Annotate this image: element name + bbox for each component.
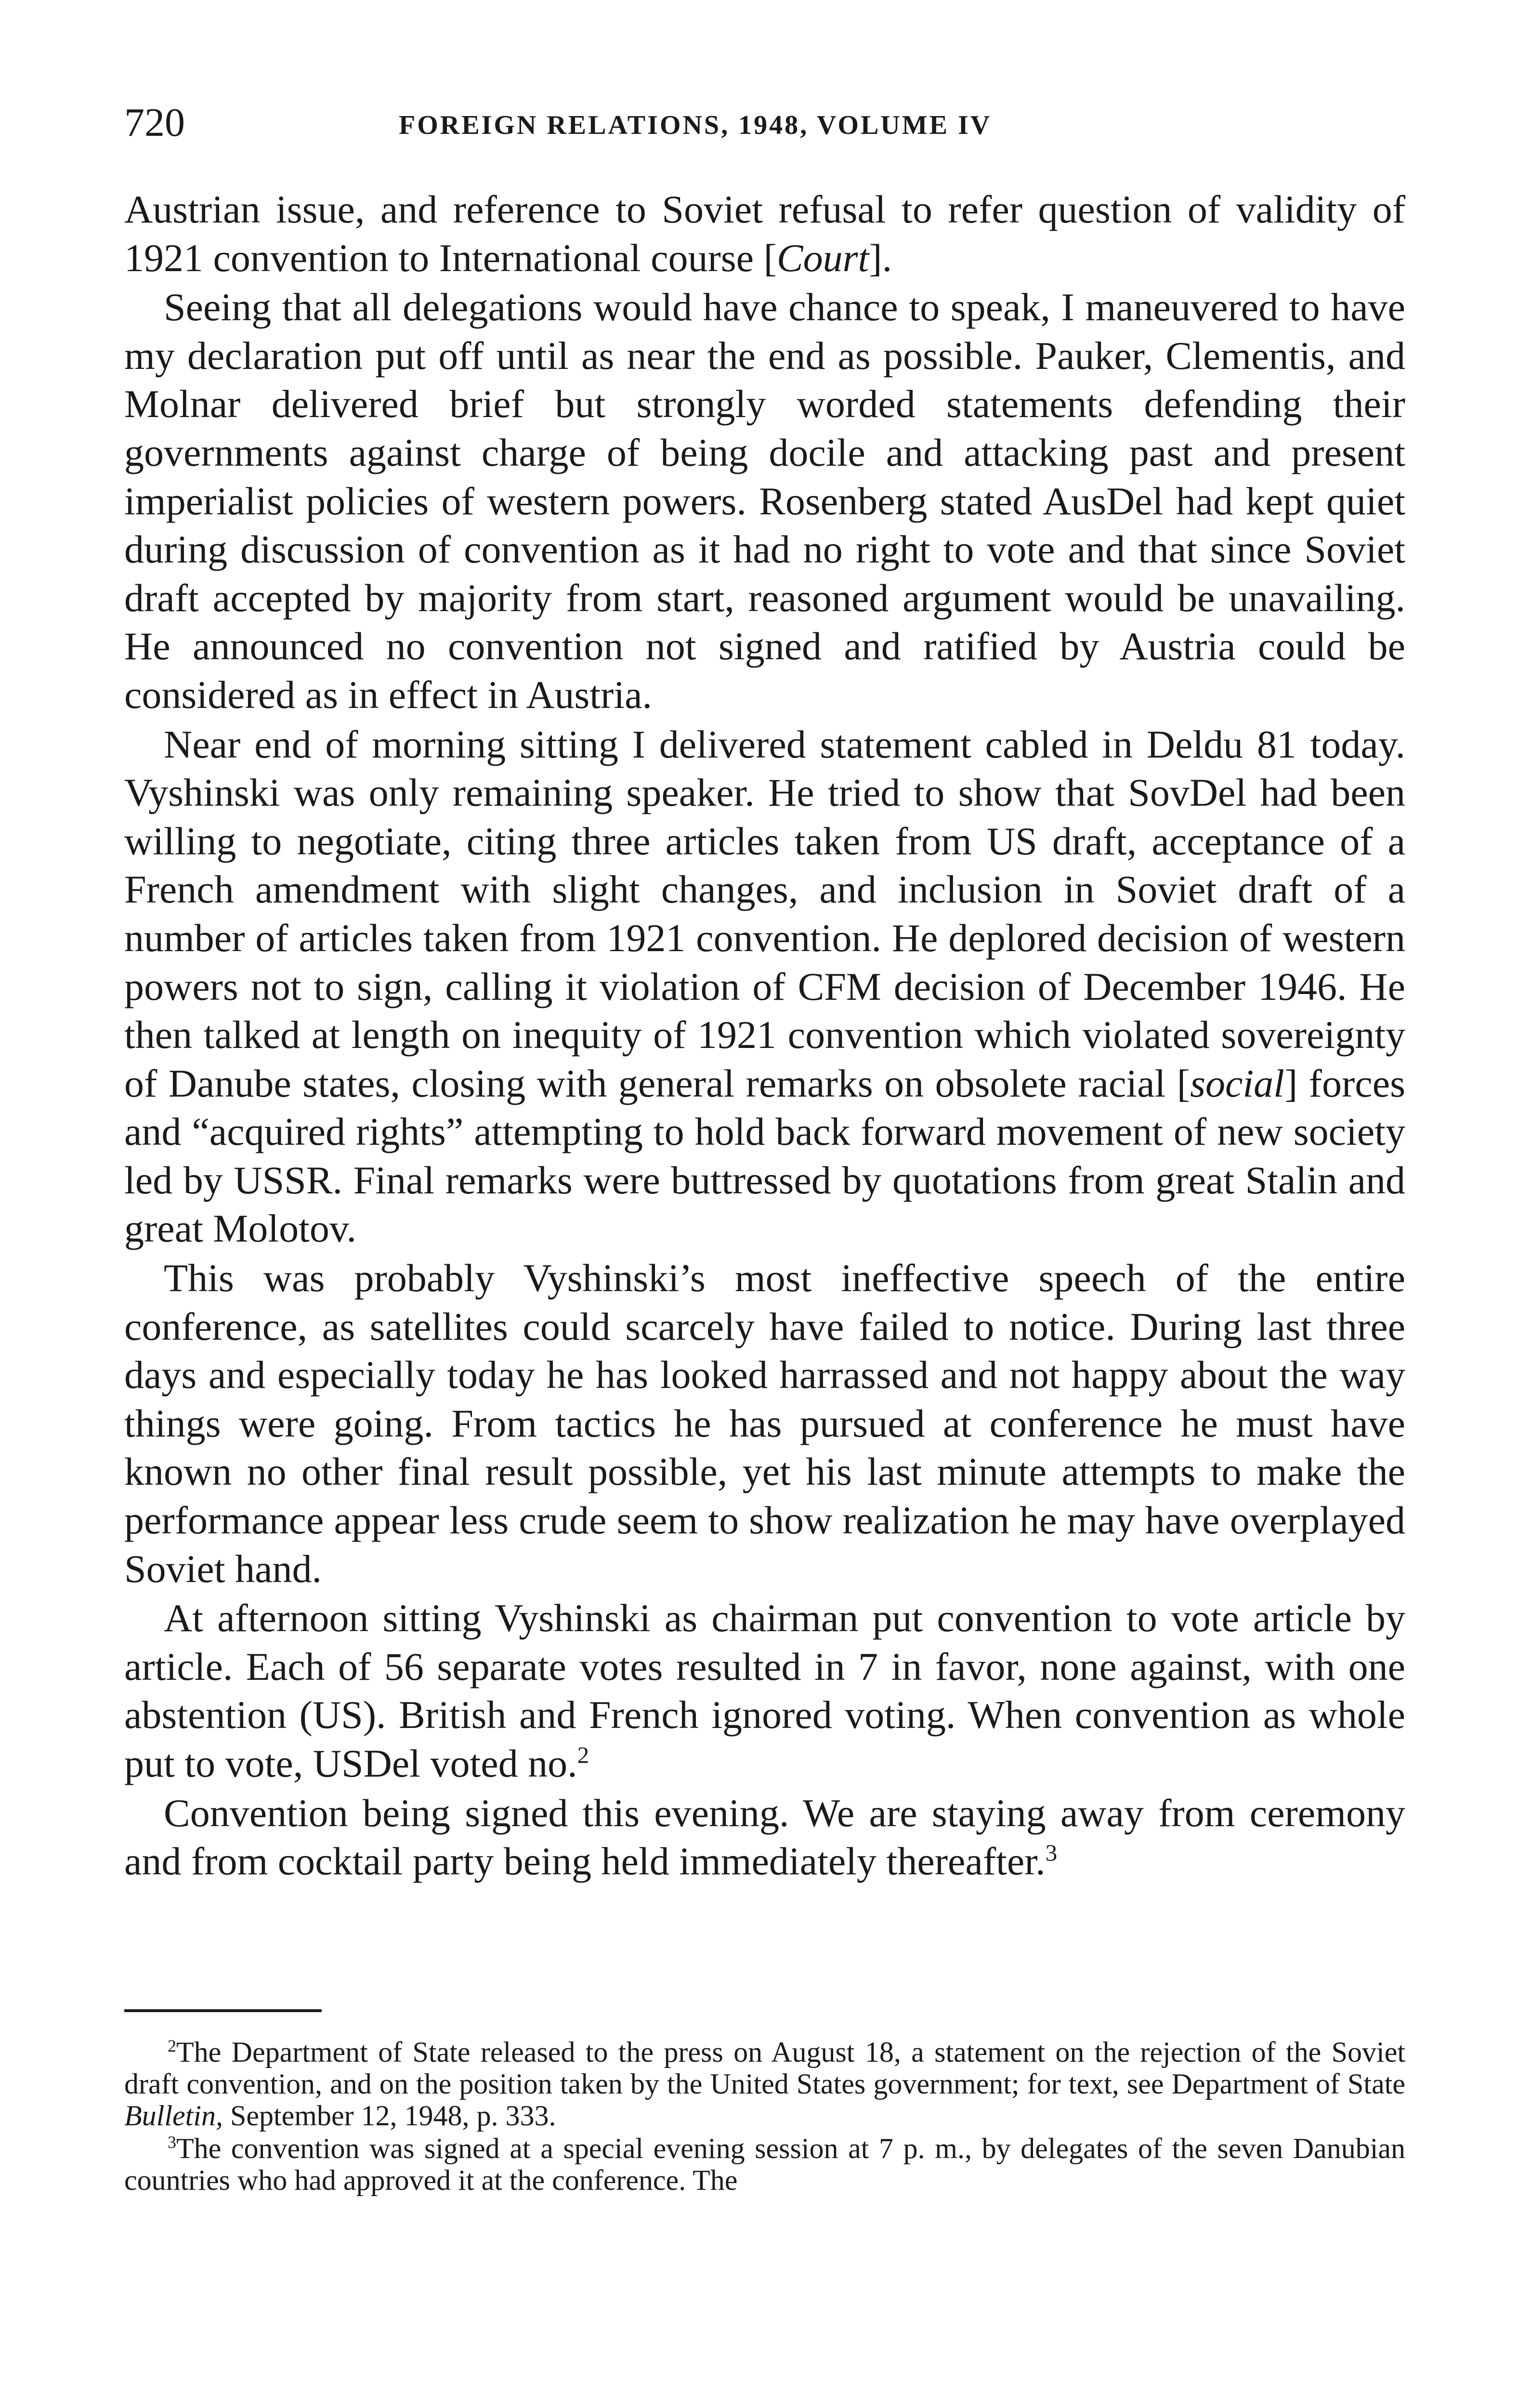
footnote-marker-2: 2 xyxy=(168,2036,176,2055)
body-text xyxy=(124,185,1405,1886)
footnote-divider xyxy=(124,2009,322,2012)
running-title: FOREIGN RELATIONS, 1948, VOLUME IV xyxy=(399,110,992,140)
page-number: 720 xyxy=(124,100,185,145)
page-header xyxy=(124,96,1405,149)
paragraph-1: Austrian issue, and reference to Soviet refusal to refer question of validity of 1921 convention to International course [Court]. xyxy=(124,187,1405,280)
paragraph-4: This was probably Vyshinski’s most ineffective speech of the entire conference, as satellites could scarcely have failed to notice. During last three days and especially today he has looked harrassed and not happy about the way things were going. From tactics he has pursued at conference he must have known no other final result possible, yet his last minute attempts to make the performance appear less crude seem to show realization he may have overplayed Soviet hand. xyxy=(124,1256,1405,1591)
paragraph-2: Seeing that all delegations would have chance to speak, I maneuvered to have my declaration put off until as near the end as possible. Pauker, Clementis, and Molnar delivered brief but strongly worded statements defending their governments against charge of being docile and attacking past and present imperialist policies of western powers. Rosenberg stated AusDel had kept quiet during discussion of convention as it had no right to vote and that since Soviet draft accepted by majority from start, reasoned argument would be unavailing. He announced no convention not signed and ratified by Austria could be considered as in effect in Austria. xyxy=(124,285,1405,717)
footnote-ref-3: 3 xyxy=(1045,1839,1058,1866)
footnote-3: $^3$The convention was signed at a special evening session at 7 p. m., by delegates of the seven Danubian countries who had approved it at the conference. The xyxy=(124,2133,1405,2196)
footnote-marker-3: 3 xyxy=(168,2133,176,2152)
paragraph-6: Convention being signed this evening. We are staying away from ceremony and from cocktail party being held immediately thereafter.$^3$ xyxy=(124,1791,1405,1884)
footnotes xyxy=(124,2036,1405,2196)
paragraph-3: Near end of morning sitting I delivered statement cabled in Deldu 81 today. Vyshinski was only remaining speaker. He tried to show that SovDel had been willing to negotiate, citing three articles taken from US draft, acceptance of a French amendment with slight changes, and inclusion in Soviet draft of a number of articles taken from 1921 convention. He deplored decision of western powers not to sign, calling it violation of CFM decision of December 1946. He then talked at length on inequity of 1921 convention which violated sovereignty of Danube states, closing with general remarks on obsolete racial [social] forces and “acquired rights” attempting to hold back forward movement of new society led by USSR. Final remarks were buttressed by quotations from great Stalin and great Molotov. xyxy=(124,722,1405,1251)
footnote-2: $^2$The Department of State released to the press on August 18, a statement on the rejection of the Soviet draft convention, and on the position taken by the United States government; for text, see Department of State Bulletin, September 12, 1948, p. 333. xyxy=(124,2036,1405,2132)
footnote-ref-2: 2 xyxy=(577,1741,589,1768)
paragraph-5: At afternoon sitting Vyshinski as chairman put convention to vote article by article. Each of 56 separate votes resulted in 7 in favor, none against, with one abstention (US). British and French ignored voting. When convention as whole put to vote, USDel voted no.$^2$ xyxy=(124,1596,1405,1785)
